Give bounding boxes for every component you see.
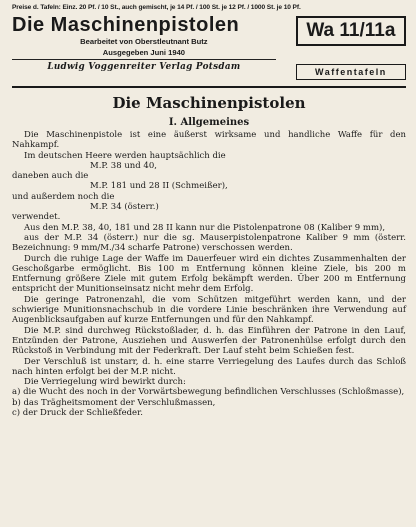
- paragraph: daneben auch die: [12, 171, 89, 182]
- model-line: M.P. 181 und 28 II (Schmeißer),: [90, 181, 228, 192]
- issue-line: Ausgegeben Juni 1940: [102, 48, 186, 57]
- header: [12, 14, 406, 80]
- document-body: [12, 130, 406, 418]
- header-rule: [12, 59, 276, 60]
- paragraph: aus der M.P. 34 (österr.) nur die sg. Mauserpistolenpatrone Kaliber 9 mm (österr. Bezeichnung: 9 mm/M./34 scharfe Patrone) verschossen werden.: [12, 232, 406, 254]
- paragraph: und außerdem noch die: [12, 191, 115, 202]
- list-item: c) der Druck der Schließfeder.: [12, 408, 143, 419]
- list-item: a) die Wucht des noch in der Vorwärtsbewegung befindlichen Verschlusses (Schloßmasse),: [12, 387, 405, 398]
- header-divider: [12, 86, 406, 88]
- paragraph: Die M.P. sind durchweg Rückstoßlader, d. h. das Einführen der Patrone in den Lauf, Entzünden der Patrone, Ausziehen und Auswerfen der Patronenhülse erfolgt durch den Rückstoß in Verbindung mit der Federkraft. Der Lauf steht beim Schießen fest.: [12, 325, 406, 357]
- paragraph: Aus den M.P. 38, 40, 181 und 28 II kann nur die Pistolenpatrone 08 (Kaliber 9 mm),: [24, 222, 386, 233]
- editor-line: Bearbeitet von Oberstleutnant Butz: [80, 37, 208, 46]
- paragraph: verwendet.: [12, 212, 61, 223]
- model-line: M.P. 38 und 40,: [90, 160, 157, 171]
- publisher-line: Ludwig Voggenreiter Verlag Potsdam: [47, 62, 241, 72]
- paragraph: Die Verriegelung wird bewirkt durch:: [24, 377, 186, 388]
- header-left: [12, 14, 276, 80]
- paragraph: Die geringe Patronenzahl, die vom Schützen mitgeführt werden kann, und der schwierige Munitionsnachschub in die vordere Linie beschränken ihre Verwendung auf Augenblicksaufgaben auf kurze Entfernungen und für den Nahkampf.: [12, 294, 406, 326]
- list-item: b) das Trägheitsmoment der Verschlußmassen,: [12, 397, 216, 408]
- series-label: Waffentafeln: [296, 64, 406, 80]
- paragraph: Im deutschen Heere werden hauptsächlich die: [24, 150, 226, 161]
- section-heading: I. Allgemeines: [168, 117, 250, 128]
- header-right: [296, 14, 406, 80]
- document-title: Die Maschinenpistolen: [112, 94, 306, 112]
- plate-code: Wa 11/11a: [296, 16, 406, 46]
- series-title: Die Maschinenpistolen: [12, 14, 240, 36]
- model-line: M.P. 34 (österr.): [90, 202, 159, 213]
- paragraph: Der Verschluß ist unstarr, d. h. eine starre Verriegelung des Laufes durch das Schloß nach hinten erfolgt bei der M.P. nicht.: [12, 356, 406, 377]
- paragraph: Die Maschinenpistole ist eine äußerst wirksame und handliche Waffe für den Nahkampf.: [12, 130, 406, 151]
- paragraph: Durch die ruhige Lage der Waffe im Dauerfeuer wird ein dichtes Zusammenhalten der Geschoßgarbe ermöglicht. Bis 100 m Entfernung können kleine Ziele, bis 200 m Entfernung größere Ziele mit gutem Erfolg bekämpft werden. Über 200 m Entfernung entspricht der Munitionseinsatz nicht mehr dem Erfolg.: [12, 253, 406, 295]
- price-line: Preise d. Tafeln: Einz. 20 Pf. / 10 St., auch gemischt, je 14 Pf. / 100 St. je 12 Pf. / 1000 St. je 10 Pf.: [12, 4, 301, 11]
